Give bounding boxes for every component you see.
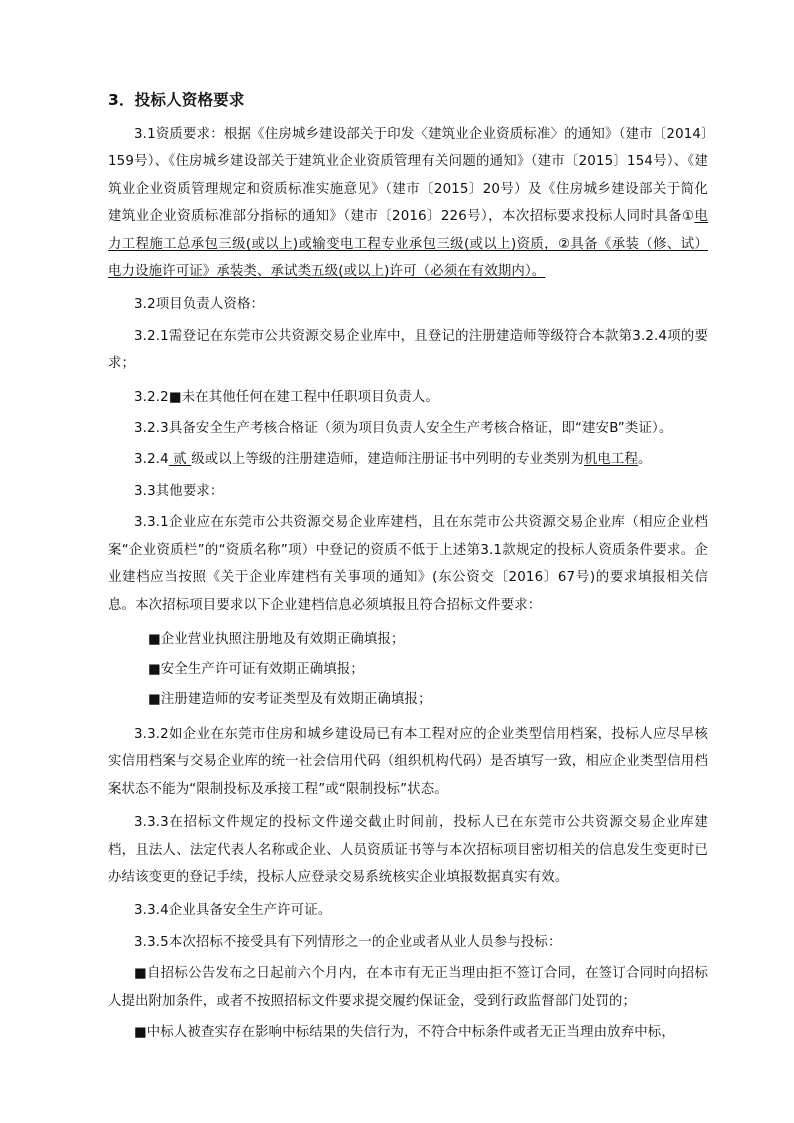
- paragraph-3-3-5: 3.3.5本次招标不接受具有下列情形之一的企业或者从业人员参与投标：: [134, 934, 562, 950]
- list-item: ■安全生产许可证有效期正确填报；: [148, 661, 364, 677]
- paragraph-3-2-4-end: 。: [638, 452, 652, 468]
- list-item: ■注册建造师的安考证类型及有效期正确填报；: [148, 691, 432, 707]
- paragraph-3-3-3: 3.3.3在招标文件规定的投标文件递交截止时间前，投标人已在东莞市公共资源交易企业库建档，且法人、法定代表人名称或企业、人员资质证书等与本次招标项目密切相关的信息发生变更时已办结该变更的登记手续，投标人应登录交易系统核实企业填报数据真实有效。: [108, 815, 708, 885]
- paragraph-3-2-1: 3.2.1需登记在东莞市公共资源交易企业库中，且登记的注册建造师等级符合本款第3.2.4项的要求；: [108, 328, 708, 372]
- builder-grade-value: 贰: [168, 452, 192, 468]
- paragraph-3-2-4-prefix: 3.2.4: [134, 452, 169, 468]
- list-item: ■中标人被查实存在影响中标结果的失信行为，不符合中标条件或者无正当理由放弃中标，: [134, 1024, 675, 1040]
- bullet-list-3-3-1: [108, 625, 708, 715]
- section-heading: 3．投标人资格要求: [108, 91, 245, 109]
- paragraph-3-2-3: 3.2.3具备安全生产考核合格证（须为项目负责人安全生产考核合格证，即“建安B”类证）。: [134, 421, 673, 437]
- paragraph-3-3: 3.3其他要求：: [134, 483, 224, 499]
- bullet-list-3-3-5: [108, 960, 708, 1046]
- paragraph-3-1-text: 3.1资质要求：根据《住房城乡建设部关于印发〈建筑业企业资质标准〉的通知》（建市〔2014〕159号）、《住房城乡建设部关于建筑业企业资质管理有关问题的通知》（建市〔2015〕154号）、《建筑业企业资质管理规定和资质标准实施意见》（建市〔2015〕20号）及《住房城乡建设部关于简化建筑业企业资质标准部分指标的通知》（建市〔2016〕226号），本次招标要求投标人同时具备①: [108, 127, 708, 225]
- list-item: ■企业营业执照注册地及有效期正确填报；: [148, 631, 405, 647]
- list-item: ■自招标公告发布之日起前六个月内，在本市有无正当理由拒不签订合同，在签订合同时向招标人提出附加条件，或者不按照招标文件要求提交履约保证金，受到行政监督部门处罚的；: [108, 966, 708, 1009]
- paragraph-3-3-1: 3.3.1企业应在东莞市公共资源交易企业库建档，且在东莞市公共资源交易企业库（相应企业档案“企业资质栏”的“资质名称”项）中登记的资质不低于上述第3.1款规定的投标人资质条件要求。企业建档应当按照《关于企业库建档有关事项的通知》(东公资交〔2016〕67号)的要求填报相关信息。本次招标项目要求以下企业建档信息必须填报且符合招标文件要求：: [108, 515, 708, 613]
- paragraph-3-2: 3.2项目负责人资格：: [134, 297, 265, 313]
- paragraph-3-3-2: 3.3.2如企业在东莞市住房和城乡建设局已有本工程对应的企业类型信用档案，投标人应尽早核实信用档案与交易企业库的统一社会信用代码（组织机构代码）是否填写一致，相应企业类型信用档案状态不能为“限制投标及承接工程”或“限制投标”状态。: [108, 726, 708, 797]
- builder-specialty-value: 机电工程: [583, 452, 639, 468]
- paragraph-3-1-underlined: 电力工程施工总承包三级(或以上)或输变电工程专业承包三级(或以上)资质，②具备《承装（修、试）电力设施许可证》承装类、承试类五级(或以上)许可（必须在有效期内）。: [108, 209, 708, 280]
- paragraph-3-2-4-text: 级或以上等级的注册建造师，建造师注册证书中列明的专业类别为: [191, 452, 584, 468]
- paragraph-3-1: [108, 121, 708, 285]
- paragraph-3-2-2: 3.2.2■未在其他任何在建工程中任职项目负责人。: [134, 389, 439, 405]
- section-3-content: [108, 88, 708, 1050]
- paragraph-3-2-4: [108, 446, 708, 473]
- paragraph-3-3-4: 3.3.4企业具备安全生产许可证。: [134, 903, 332, 919]
